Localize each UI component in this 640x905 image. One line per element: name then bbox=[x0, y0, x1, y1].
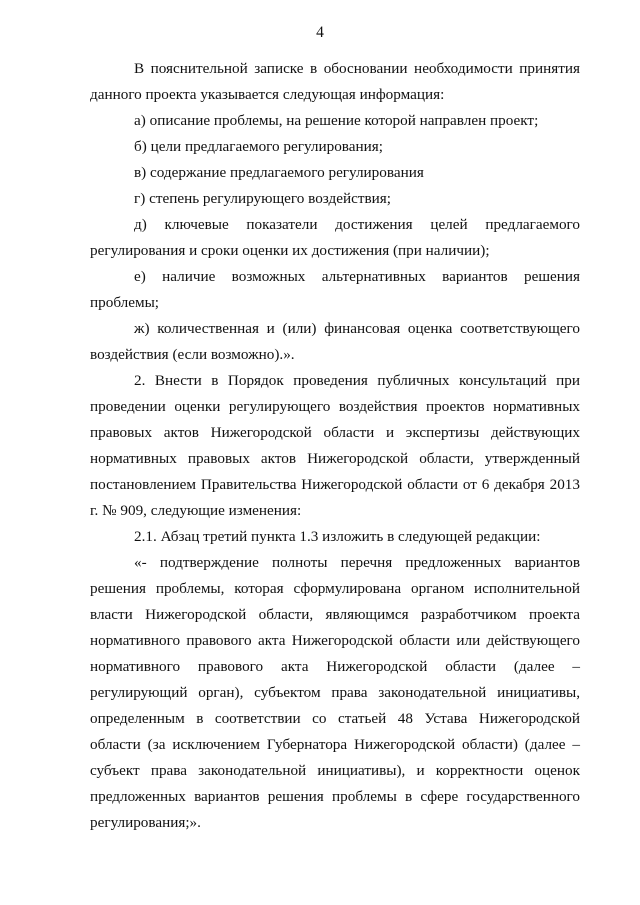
list-item-v: в) содержание предлагаемого регулирования bbox=[134, 164, 424, 181]
list-item-a: а) описание проблемы, на решение которой направлен проект; bbox=[134, 112, 539, 129]
paragraph-intro: В пояснительной записке в обосновании необходимости принятия данного проекта указывается следующая информация: bbox=[90, 60, 580, 103]
paragraph-section-2-1: 2.1. Абзац третий пункта 1.3 изложить в следующей редакции: bbox=[134, 528, 541, 545]
list-item-g: г) степень регулирующего воздействия; bbox=[134, 190, 391, 207]
list-item-zh: ж) количественная и (или) финансовая оценка соответствующего воздействия (если возможно).». bbox=[90, 320, 580, 363]
list-item-d: д) ключевые показатели достижения целей предлагаемого регулирования и сроки оценки их достижения (при наличии); bbox=[90, 216, 580, 259]
list-item-e: е) наличие возможных альтернативных вариантов решения проблемы; bbox=[90, 268, 580, 311]
page-number: 4 bbox=[316, 24, 324, 41]
document-body bbox=[90, 56, 580, 836]
paragraph-section-2: 2. Внести в Порядок проведения публичных консультаций при проведении оценки регулирующего воздействия проектов нормативных правовых актов Нижегородской области и экспертизы действующих нормативных правовых актов Нижегородской области, утвержденный постановлением Правительства Нижегородской области от 6 декабря 2013 г. № 909, следующие изменения: bbox=[90, 372, 580, 519]
list-item-b: б) цели предлагаемого регулирования; bbox=[134, 138, 383, 155]
paragraph-quoted-text: «- подтверждение полноты перечня предложенных вариантов решения проблемы, которая сформулирована органом исполнительной власти Нижегородской области, являющимся разработчиком проекта нормативного правового акта Нижегородской области или действующего нормативного правового акта Нижегородской области (далее – регулирующий орган), субъектом права законодательной инициативы, определенным в соответствии со статьей 48 Устава Нижегородской области (за исключением Губернатора Нижегородской области) (далее – субъект права законодательной инициативы), и корректности оценок предложенных вариантов решения проблемы в сфере государственного регулирования;». bbox=[90, 554, 580, 831]
